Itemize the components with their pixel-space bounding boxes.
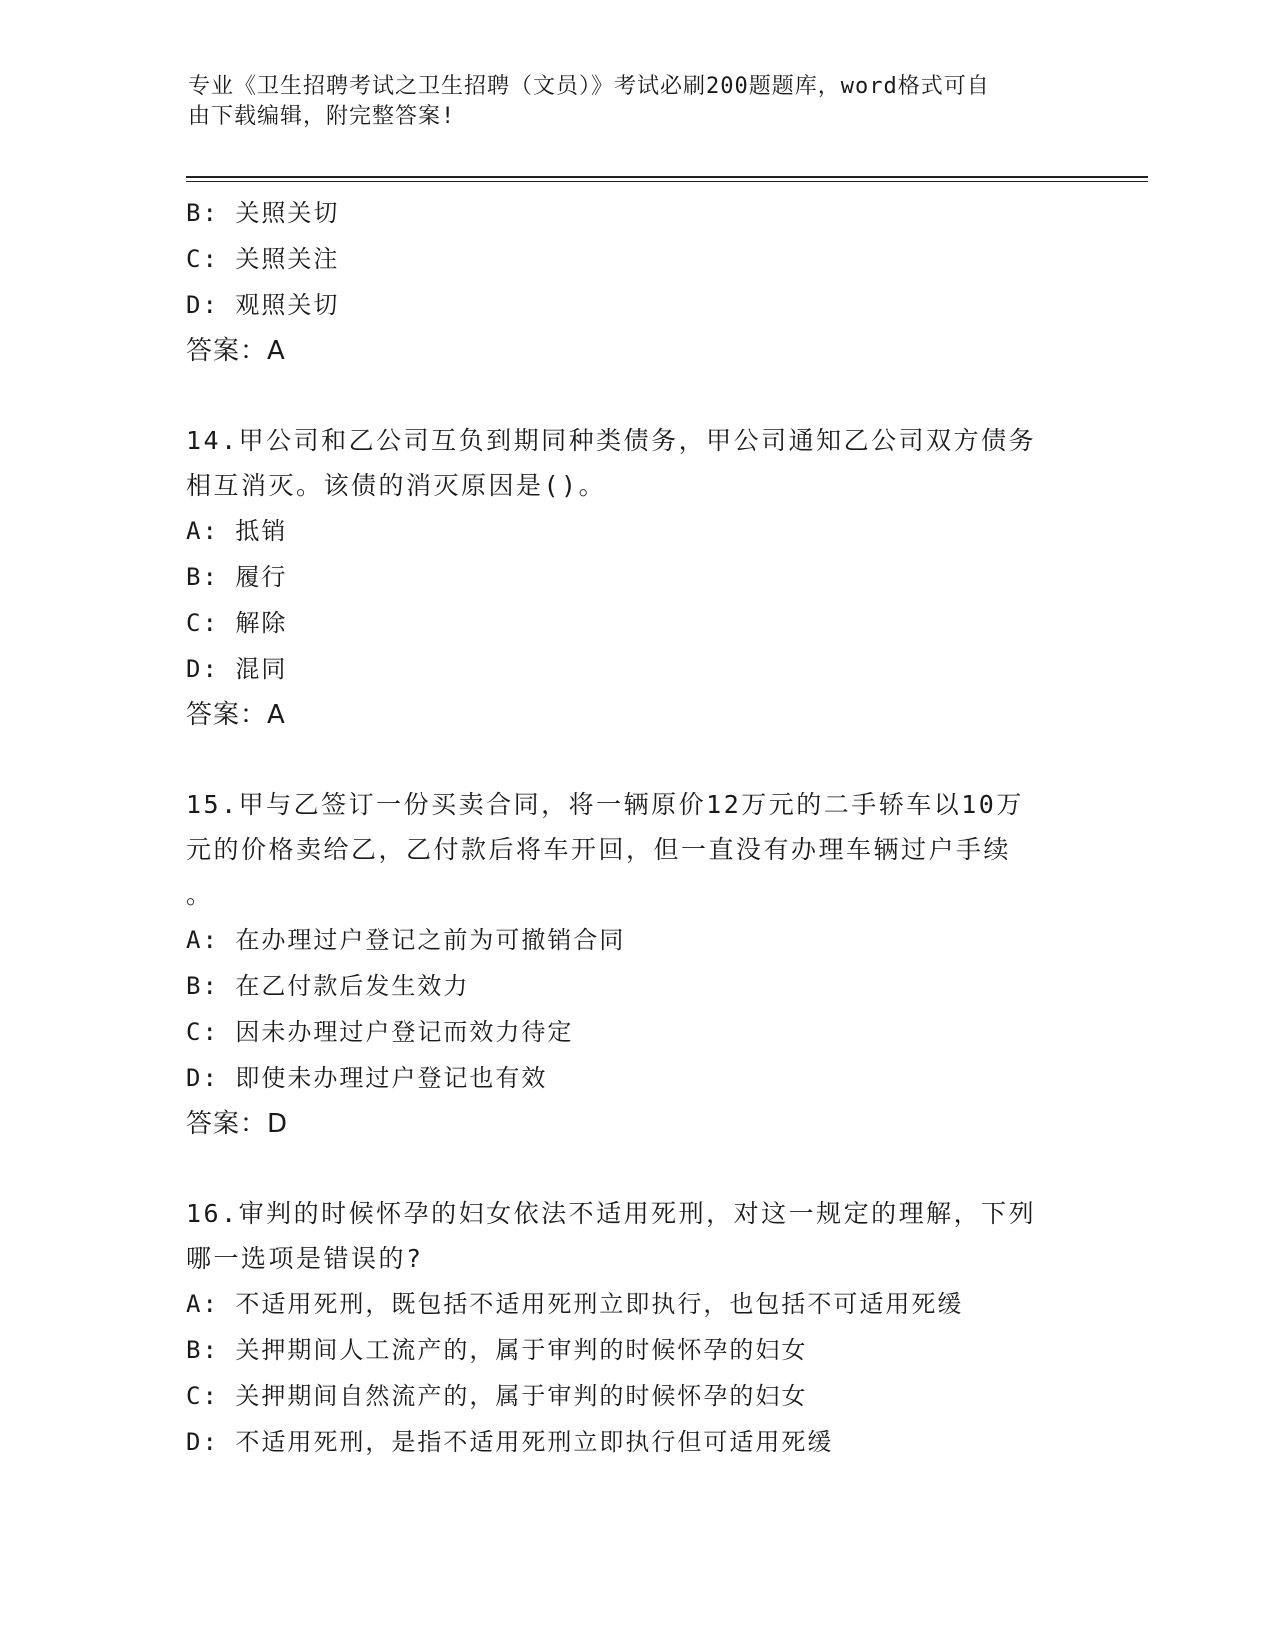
option-c: C: 关照关注 (186, 245, 340, 273)
option-d: D: 混同 (186, 655, 288, 683)
question-13 (186, 190, 1086, 374)
header-line-2: 由下载编辑，附完整答案! (188, 104, 456, 129)
option-a: A: 在办理过户登记之前为可撤销合同 (186, 926, 626, 954)
question-stem (186, 782, 1086, 917)
question-stem (186, 1191, 1086, 1281)
option-b: B: 关照关切 (186, 199, 340, 227)
stem-line: 15.甲与乙签订一份买卖合同，将一辆原价12万元的二手轿车以10万 (186, 790, 1024, 819)
option-a: A: 不适用死刑，既包括不适用死刑立即执行，也包括不可适用死缓 (186, 1290, 964, 1318)
option-d: D: 不适用死刑，是指不适用死刑立即执行但可适用死缓 (186, 1428, 834, 1456)
question-list (186, 190, 1086, 1465)
answer: 答案：D (186, 1109, 289, 1139)
answer: 答案：A (186, 700, 286, 730)
answer: 答案：A (186, 336, 286, 366)
option-c: C: 解除 (186, 609, 288, 637)
stem-line: 哪一选项是错误的? (186, 1244, 424, 1273)
option-c: C: 关押期间自然流产的，属于审判的时候怀孕的妇女 (186, 1382, 808, 1410)
header-divider-bottom (186, 181, 1148, 182)
option-b: B: 在乙付款后发生效力 (186, 972, 470, 1000)
document-header (188, 72, 1068, 132)
stem-line: 14.甲公司和乙公司互负到期同种类债务，甲公司通知乙公司双方债务 (186, 426, 1037, 455)
question-stem (186, 418, 1086, 508)
stem-line: 元的价格卖给乙，乙付款后将车开回，但一直没有办理车辆过户手续 (186, 835, 1012, 864)
option-b: B: 关押期间人工流产的，属于审判的时候怀孕的妇女 (186, 1336, 808, 1364)
question-15 (186, 782, 1086, 1147)
option-c: C: 因未办理过户登记而效力待定 (186, 1018, 574, 1046)
stem-line: 16.审判的时候怀孕的妇女依法不适用死刑，对这一规定的理解，下列 (186, 1199, 1037, 1228)
stem-line: 。 (186, 880, 214, 909)
question-14 (186, 418, 1086, 738)
header-line-1: 专业《卫生招聘考试之卫生招聘（文员）》考试必刷200题题库，word格式可自 (188, 74, 990, 99)
question-16 (186, 1191, 1086, 1465)
option-a: A: 抵销 (186, 517, 288, 545)
option-d: D: 即使未办理过户登记也有效 (186, 1064, 548, 1092)
stem-line: 相互消灭。该债的消灭原因是()。 (186, 471, 607, 500)
option-d: D: 观照关切 (186, 291, 340, 319)
option-b: B: 履行 (186, 563, 288, 591)
header-divider-top (186, 176, 1148, 178)
